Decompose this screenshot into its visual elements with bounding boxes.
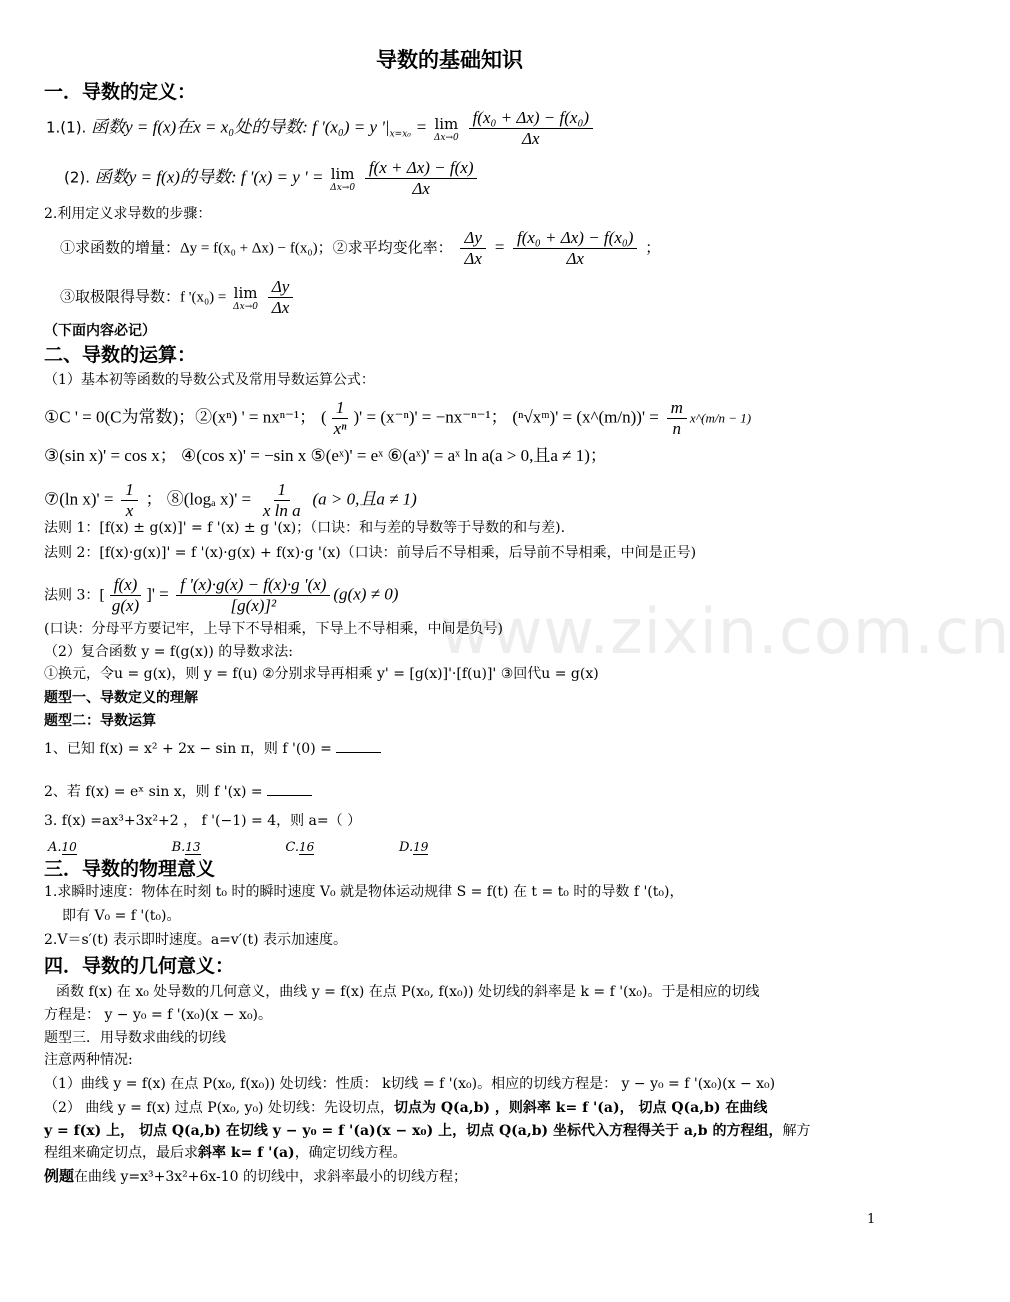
step-3-fraction: $\frac{\Delta y}{\Delta x}$	[268, 277, 294, 318]
section-1-heading: 一．导数的定义：	[44, 81, 197, 103]
steps-heading: 2.利用定义求导数的步骤：	[44, 206, 212, 222]
question-2-blank	[267, 781, 312, 796]
case-2-bold: 切点为 Q(a,b) ，则斜率 k= f '(a)， 切点 Q(a,b) 在曲线	[393, 1100, 768, 1116]
rule-3-mid: ]' =	[146, 584, 169, 604]
option-d: D. 19	[399, 839, 429, 855]
example-text: 在曲线 y=x³+3x²+6x-10 的切线中，求斜率最小的切线方程；	[74, 1169, 468, 1185]
question-3: 3. f(x) =ax³+3x²+2 ， f '(−1) = 4，则 a=（ ）	[44, 813, 362, 829]
formula-3b-fraction: $\frac{1}{\text{x ln a}}$	[262, 480, 301, 520]
formula-2: ③(sin x)' = cos x； ④(cos x)' = −sin x ⑤(eˣ)' = eˣ ⑥(aˣ)' = aˣ ln a(a > 0,且a ≠ 1)；	[44, 446, 607, 465]
rule-3-label: 法则 3：[	[44, 587, 105, 604]
case-2-plain: （2） 曲线 y = f(x) 过点 P(x₀, y₀) 处切线：先设切点，	[44, 1100, 394, 1116]
composite-subheading: （2）复合函数 y = f(g(x)) 的导数求法:	[44, 644, 293, 660]
formula-line-2	[44, 446, 607, 466]
formula-1a: ①C ' = 0(C为常数)；②(xⁿ) ' = nxⁿ⁻¹；	[44, 407, 317, 427]
case-2-line-2-bold: y = f(x) 上， 切点 Q(a,b) 在切线 y − y₀ = f '(a)(x − x₀) 上，切点 Q(a,b) 坐标代入方程得关于 a,b 的方程组，	[44, 1123, 783, 1139]
step-1-fraction-b: $\frac{\text{f(x₀ + Δx) − f(x₀)}}{\Delta x}$	[513, 228, 637, 269]
case-2-line-3-plain-a: 程组来确定切点，最后求	[44, 1145, 198, 1161]
formula-3a: ⑦(ln x)' =	[44, 489, 114, 509]
formula-1b-fraction: $\frac{1}{\text{xⁿ}}$	[333, 398, 347, 438]
rule-3-tail: (g(x) ≠ 0)	[333, 584, 399, 604]
definition-2-fraction: $\frac{f(x + \Delta x) - f(x)}{\Delta x}$	[365, 158, 478, 199]
case-2-line-3	[44, 1143, 407, 1163]
definition-1-eq: =	[415, 117, 428, 137]
page-title: 导数的基础知识	[376, 48, 523, 72]
formula-3b-tail: (a > 0,且a ≠ 1)	[312, 489, 417, 509]
section-2-heading: 二、导数的运算：	[44, 344, 197, 366]
step-1-fraction-a: $\frac{\Delta y}{\Delta x}$	[460, 228, 486, 269]
limit-symbol: lim Δx→0	[330, 164, 356, 193]
case-2-line-3-plain-b: ，确定切线方程。	[294, 1145, 407, 1161]
physics-line-1: 1.求瞬时速度：物体在时刻 t₀ 时的瞬时速度 V₀ 就是物体运动规律 S = f(t) 在 t = t₀ 时的导数 f '(t₀)，	[44, 884, 684, 900]
physics-line-3: 2.V＝s′(t) 表示即时速度。a=v′(t) 表示加速度。	[44, 932, 347, 948]
formula-1c-tail: x^(m/n − 1)	[689, 410, 752, 426]
formula-1c: (ⁿ√xᵐ)' = (x^(m/n))' =	[512, 407, 659, 427]
rule-2: 法则 2：[f(x)·g(x)]' = f '(x)·g(x) + f(x)·g '(x)（口诀：前导后不导相乘，后导前不导相乘，中间是正号)	[44, 545, 697, 561]
example	[44, 1166, 467, 1187]
example-label: 例题	[44, 1167, 75, 1185]
type-2-heading: 题型二：导数运算	[44, 713, 156, 729]
definition-2-label: (2).	[64, 168, 91, 187]
rule-3-fraction: $\frac{f '(x)\cdot g(x) - f(x)\cdot g '(x)}{\text{[g(x)]²}}$	[176, 575, 330, 616]
type-1-heading: 题型一、导数定义的理解	[44, 690, 198, 706]
case-2-line-3-bold: 斜率 k= f '(a)	[198, 1145, 295, 1161]
question-2	[44, 781, 312, 802]
rule-3-tip: (口诀：分母平方要记牢，上导下不导相乘，下导上不导相乘，中间是负号)	[44, 621, 503, 637]
physics-line-2: 即有 V₀ = f '(t₀)。	[62, 908, 181, 924]
definition-2-text: 函数y = f(x)的导数: f '(x) = y ' =	[94, 167, 324, 187]
section-4-heading: 四．导数的几何意义：	[44, 955, 235, 977]
rule-1: 法则 1：[f(x) ± g(x)]' = f '(x) ± g '(x)；（口诀：和与差的导数等于导数的和与差).	[44, 520, 566, 536]
step-1	[60, 228, 660, 269]
step-3	[60, 277, 296, 318]
two-cases-note: 注意两种情况:	[44, 1052, 133, 1068]
case-1: （1）曲线 y = f(x) 在点 P(x₀, f(x₀)) 处切线：性质： k切线 = f '(x₀)。相应的切线方程是： y − y₀ = f '(x₀)(x − x₀)	[44, 1076, 776, 1092]
geometry-line-2: 方程是： y − y₀ = f '(x₀)(x − x₀)。	[44, 1007, 273, 1023]
option-b: B. 13	[171, 839, 201, 855]
definition-1	[46, 108, 596, 149]
question-1-text: 1、已知 f(x) = x² + 2x − sin π，则 f '(0) =	[44, 741, 332, 757]
formula-3b: ； ⑧(logₐ x)' =	[145, 489, 252, 509]
question-3-options	[48, 836, 478, 858]
formula-1c-fraction: $\frac{m}{n}$	[667, 398, 687, 439]
formula-3a-fraction: $\frac{1}{x}$	[121, 480, 138, 521]
rule-3-inner-fraction: $\frac{f(x)}{g(x)}$	[108, 575, 143, 616]
definition-2	[64, 158, 480, 199]
section-3-heading: 三．导数的物理意义	[44, 858, 216, 880]
watermark: www.zixin.com.cn	[440, 595, 1010, 668]
formula-line-3	[44, 480, 417, 521]
rule-3	[44, 575, 398, 616]
case-2-line-2-plain: 解方	[782, 1123, 811, 1139]
formula-1b-open: (	[320, 407, 327, 427]
option-c: C. 16	[285, 839, 315, 855]
formula-1b-rest: )' = (x⁻ⁿ)' = −nx⁻ⁿ⁻¹；	[353, 407, 508, 427]
page-number: 1	[867, 1212, 876, 1227]
question-1	[44, 738, 381, 759]
formulas-subheading: （1）基本初等函数的导数公式及常用导数运算公式：	[44, 372, 375, 388]
case-2-line-1	[44, 1098, 767, 1118]
definition-1-text: 函数y = f(x)在x = x₀处的导数: f '(x₀) = y '|	[91, 117, 390, 137]
definition-1-label: 1.(1).	[46, 118, 87, 137]
question-1-blank	[336, 738, 381, 753]
formula-line-1	[44, 398, 751, 439]
case-2-line-2	[44, 1121, 810, 1141]
definition-1-sub: x=x₀	[389, 129, 411, 140]
step-1-tail: ；	[645, 238, 661, 257]
limit-symbol: lim Δx→0	[433, 114, 459, 143]
type-3-heading: 题型三．用导数求曲线的切线	[44, 1030, 226, 1046]
composite-steps: ①换元，令u = g(x)，则 y = f(u) ②分别求导再相乘 y' = [g(x)]'·[f(u)]' ③回代u = g(x)	[44, 666, 599, 682]
geometry-line-1: 函数 f(x) 在 x₀ 处导数的几何意义，曲线 y = f(x) 在点 P(x₀, f(x₀)) 处切线的斜率是 k = f '(x₀)。于是相应的切线	[56, 984, 760, 1000]
question-2-text: 2、若 f(x) = eˣ sin x，则 f '(x) =	[44, 784, 263, 800]
option-a: A. 10	[48, 839, 77, 855]
step-1-text: ①求函数的增量：Δy = f(x₀ + Δx) − f(x₀)；②求平均变化率：	[60, 240, 453, 257]
definition-1-fraction: $\frac{\text{f(x₀ + Δx) − f(x₀)}}{\Delta x}$	[469, 108, 593, 149]
limit-symbol: lim Δx→0	[233, 283, 259, 312]
step-1-eq: =	[493, 237, 506, 257]
step-3-text: ③取极限得导数：f '(x₀) =	[60, 289, 227, 306]
memorize-note: （下面内容必记）	[44, 323, 156, 339]
